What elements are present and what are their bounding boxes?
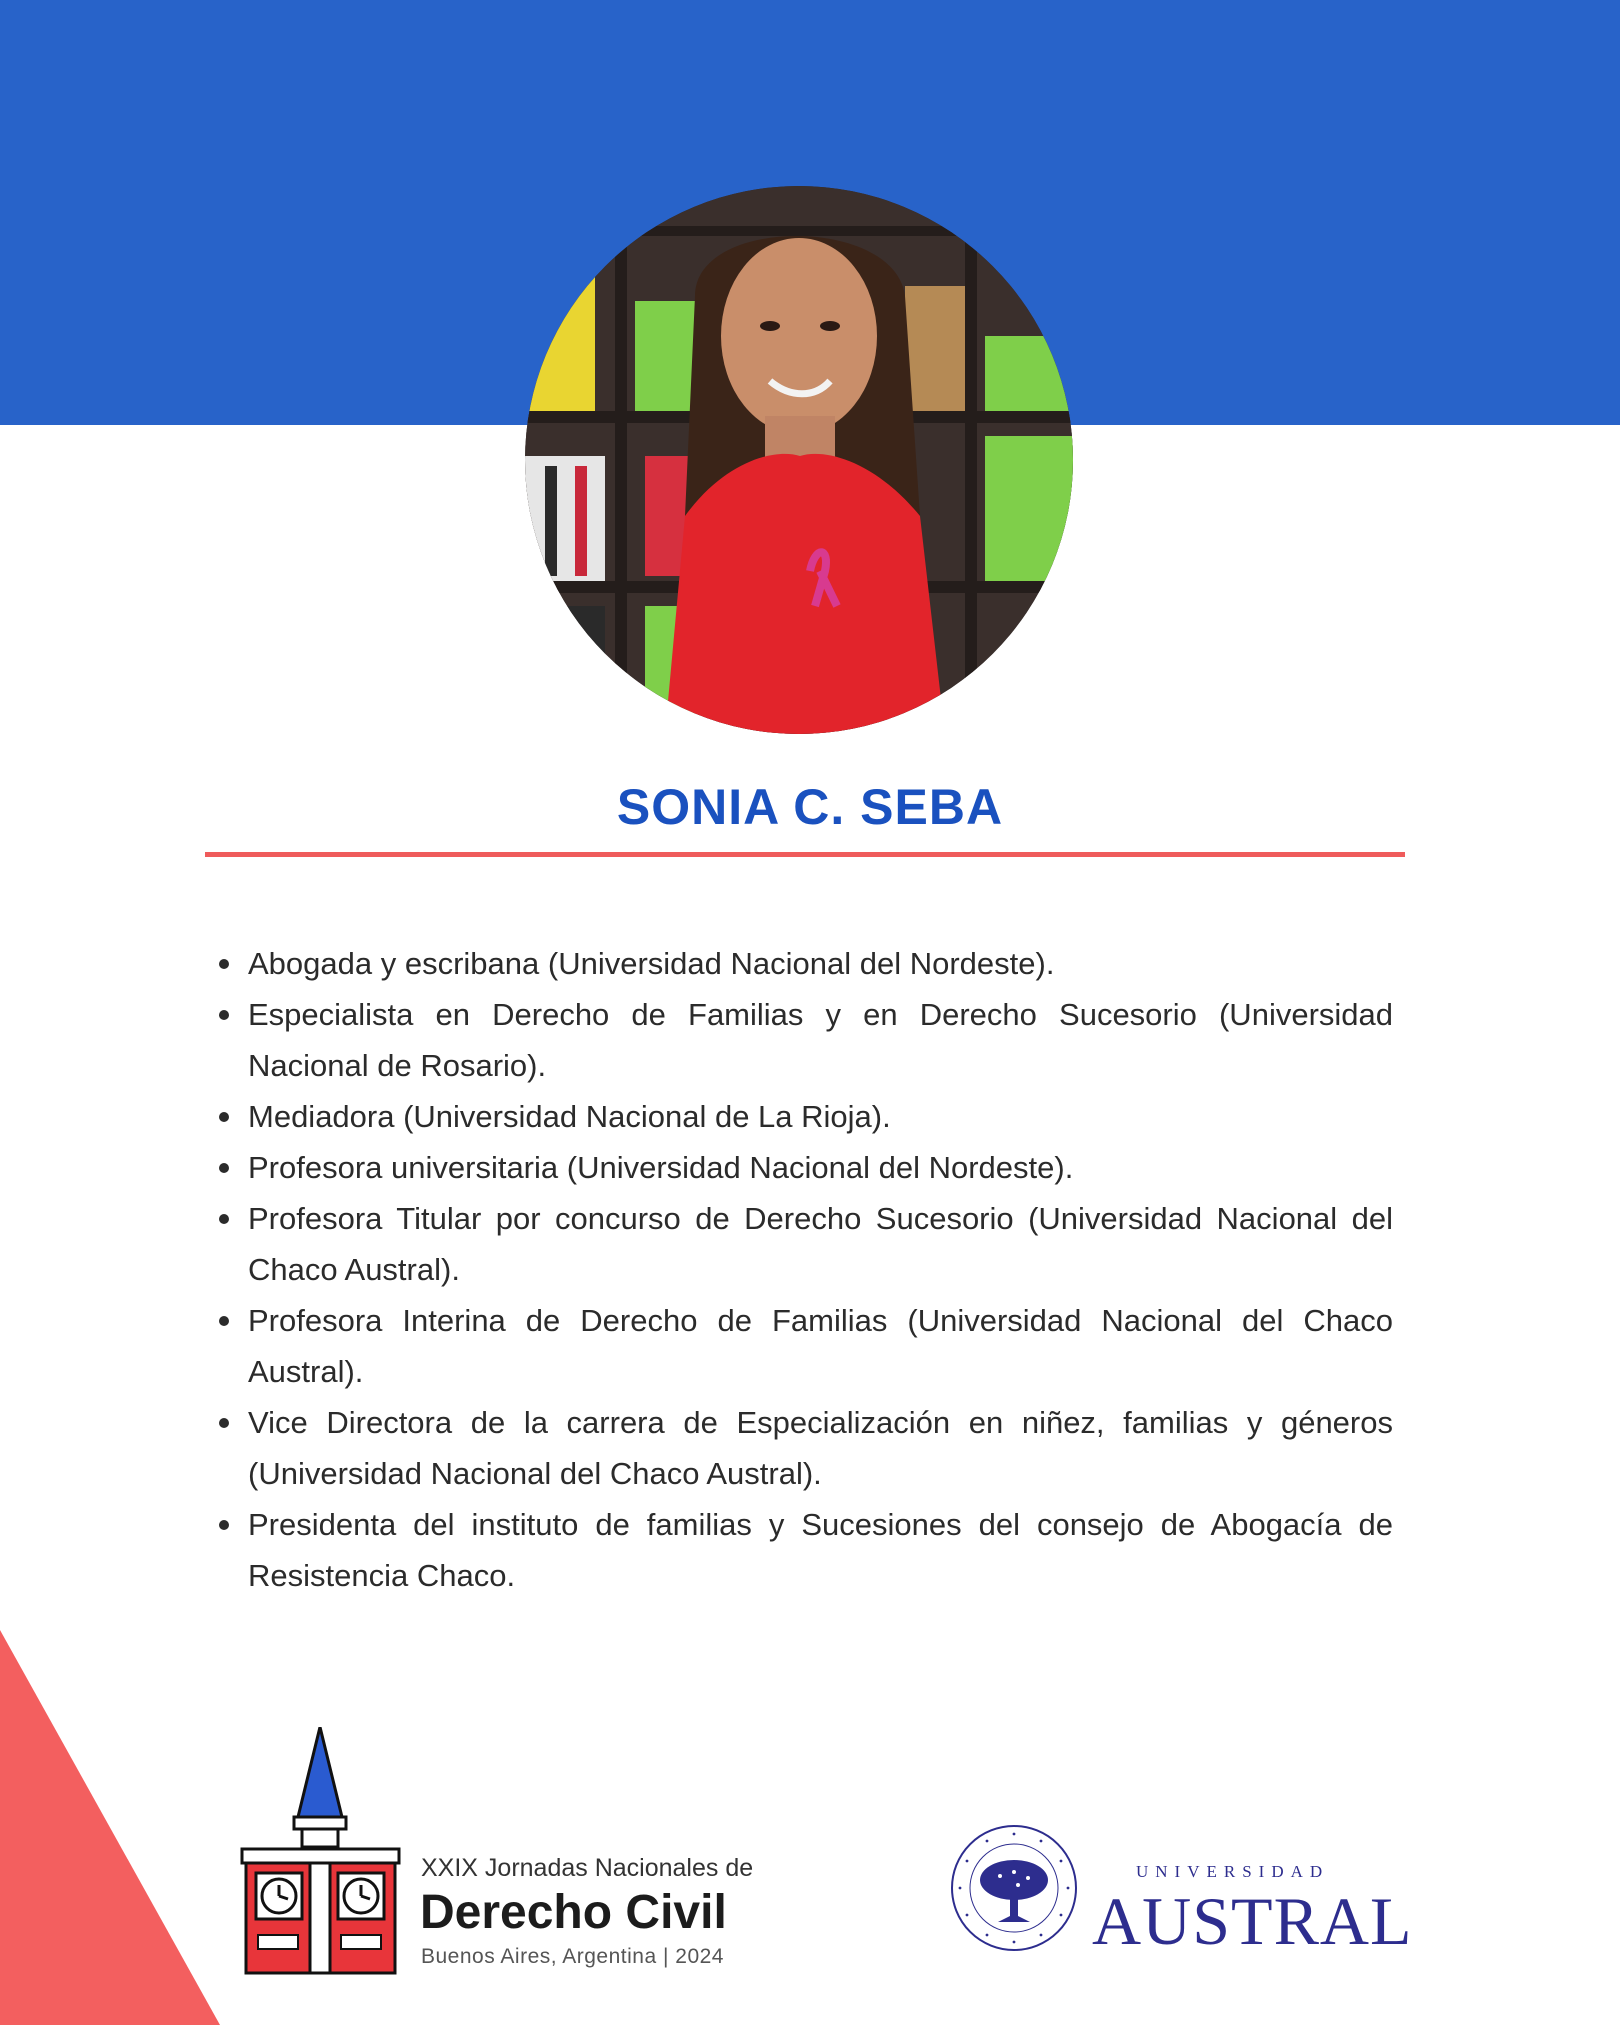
bio-item: Abogada y escribana (Universidad Nacional del Nordeste). bbox=[205, 938, 1393, 989]
university-name: AUSTRAL bbox=[1092, 1883, 1413, 1959]
speaker-name: SONIA C. SEBA bbox=[616, 779, 1004, 835]
jornadas-location-year: Buenos Aires, Argentina | 2024 bbox=[421, 1945, 724, 1968]
jornadas-logo bbox=[238, 1727, 818, 1975]
bio-item: Profesora Titular por concurso de Derecho Sucesorio (Universidad Nacional del Chaco Austral). bbox=[205, 1193, 1393, 1295]
jornadas-title-line: XXIX Jornadas Nacionales de bbox=[421, 1854, 754, 1882]
bio-item: Mediadora (Universidad Nacional de La Rioja). bbox=[205, 1091, 1393, 1142]
profile-photo bbox=[525, 186, 1073, 734]
bio-item: Presidenta del instituto de familias y Sucesiones del consejo de Abogacía de Resistencia Chaco. bbox=[205, 1499, 1393, 1601]
university-label: UNIVERSIDAD bbox=[1136, 1862, 1330, 1881]
bio-item: Vice Directora de la carrera de Especialización en niñez, familias y géneros (Universidad Nacional del Chaco Austral). bbox=[205, 1397, 1393, 1499]
universidad-austral-logo bbox=[948, 1822, 1413, 1982]
jornadas-title-main: Derecho Civil bbox=[420, 1886, 727, 1939]
bio-list bbox=[205, 938, 1393, 1601]
clock-tower-icon bbox=[238, 1727, 403, 1975]
name-divider bbox=[205, 852, 1405, 857]
bio-item: Profesora Interina de Derecho de Familias (Universidad Nacional del Chaco Austral). bbox=[205, 1295, 1393, 1397]
corner-decoration bbox=[0, 1630, 220, 2025]
university-seal-icon bbox=[948, 1822, 1080, 1954]
bio-item: Especialista en Derecho de Familias y en Derecho Sucesorio (Universidad Nacional de Rosario). bbox=[205, 989, 1393, 1091]
bio-item: Profesora universitaria (Universidad Nacional del Nordeste). bbox=[205, 1142, 1393, 1193]
